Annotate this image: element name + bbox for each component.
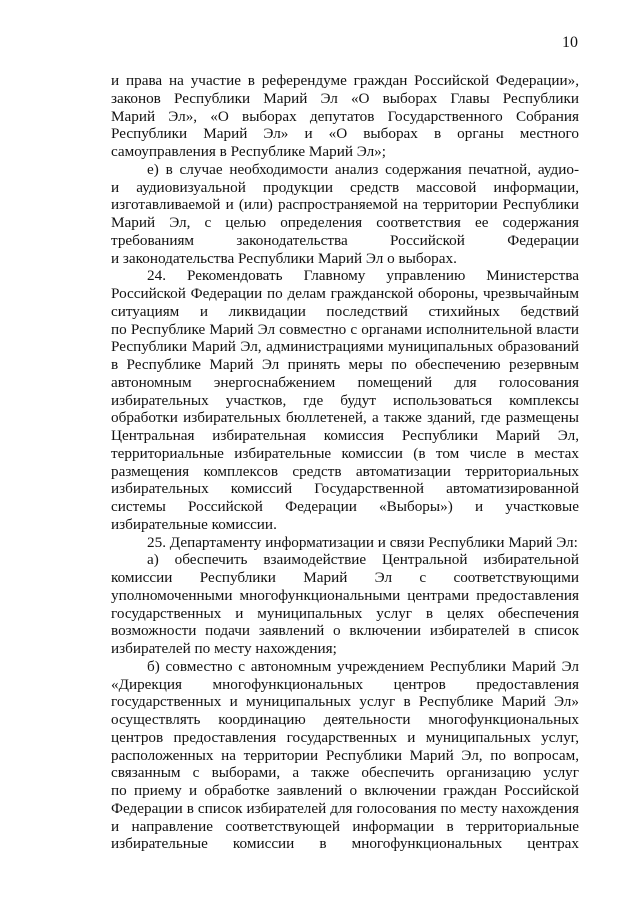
text-line: Российской Федерации по делам гражданской обороны, чрезвычайным xyxy=(111,285,579,302)
text-line: избирательных комиссий Государственной автоматизированной xyxy=(111,480,579,498)
text-line: б) совместно с автономным учреждением Республики Марий Эл xyxy=(147,657,579,675)
text-line: и законодательства Республики Марий Эл о выборах. xyxy=(111,249,457,267)
text-line: избирателей по месту нахождения; xyxy=(111,640,337,657)
text-line: автономным энергоснабжением помещений для голосования xyxy=(111,373,579,391)
text-line: 24. Рекомендовать Главному управлению Министерства xyxy=(147,267,579,285)
text-line: избирательные комиссии в многофункциональных центрах xyxy=(111,835,579,853)
text-line: и аудиовизуальной продукции средств массовой информации, xyxy=(111,178,579,196)
text-line: самоуправления в Республике Марий Эл»; xyxy=(111,143,386,160)
text-line: в Республике Марий Эл принять меры по обеспечению резервным xyxy=(111,356,579,373)
text-line: законов Республики Марий Эл «О выборах Главы Республики xyxy=(111,89,579,107)
text-line: а) обеспечить взаимодействие Центральной избирательной xyxy=(147,551,579,569)
text-line: размещения комплексов средств автоматизации территориальных xyxy=(111,462,579,480)
text-line: комиссии Республики Марий Эл с соответствующими xyxy=(111,569,579,586)
text-line: «Дирекция многофункциональных центров предоставления xyxy=(111,675,579,693)
text-line: по Республике Марий Эл совместно с органами исполнительной власти xyxy=(111,320,579,338)
text-line: государственных и муниципальных услуг в Республике Марий Эл» xyxy=(111,693,579,711)
text-line: Центральная избирательная комиссия Республики Марий Эл, xyxy=(111,427,579,444)
text-line: расположенных на территории Республики Марий Эл, по вопросам, xyxy=(111,746,579,764)
text-line: связанным с выборами, а также обеспечить организацию услуг xyxy=(111,764,579,782)
text-line: ситуациям и ликвидации последствий стихийных бедствий xyxy=(111,302,579,320)
text-line: изготавливаемой и (или) распространяемой на территории Республики xyxy=(111,196,579,214)
text-line: обработки избирательных бюллетеней, а также зданий, где размещены xyxy=(111,409,579,427)
text-line: 25. Департаменту информатизации и связи Республики Марий Эл: xyxy=(147,533,578,551)
text-line: и направление соответствующей информации в территориальные xyxy=(111,817,579,835)
text-line: уполномоченными многофункциональными центрами предоставления xyxy=(111,586,579,604)
text-line: государственных и муниципальных услуг в целях обеспечения xyxy=(111,604,579,622)
text-line: системы Российской Федерации «Выборы») и участковые xyxy=(111,498,579,515)
text-line: осуществлять координацию деятельности многофункциональных xyxy=(111,711,579,728)
text-line: центров предоставления государственных и муниципальных услуг, xyxy=(111,728,579,746)
text-line: возможности подачи заявлений о включении избирателей в список xyxy=(111,622,579,640)
text-line: Федерации в список избирателей для голосования по месту нахождения xyxy=(111,799,579,817)
text-line: Марий Эл», «О выборах депутатов Государственного Собрания xyxy=(111,107,579,125)
text-line: Марий Эл, с целью определения соответствия ее содержания xyxy=(111,214,579,231)
text-line: территориальные избирательные комиссии (в том числе в местах xyxy=(111,444,579,462)
document-body xyxy=(111,72,579,853)
text-line: Республики Марий Эл, администрациями муниципальных образований xyxy=(111,338,579,356)
page-number: 10 xyxy=(562,34,578,51)
text-line: Республики Марий Эл» и «О выборах в органы местного xyxy=(111,125,579,143)
text-line: е) в случае необходимости анализ содержания печатной, аудио- xyxy=(147,160,579,178)
text-line: избирательные комиссии. xyxy=(111,515,277,533)
text-line: по приему и обработке заявлений о включении граждан Российской xyxy=(111,782,579,799)
text-line: требованиям законодательства Российской Федерации xyxy=(111,231,579,249)
text-line: и права на участие в референдуме граждан Российской Федерации», xyxy=(111,72,579,89)
text-line: избирательных участков, где будут использоваться комплексы xyxy=(111,391,579,409)
